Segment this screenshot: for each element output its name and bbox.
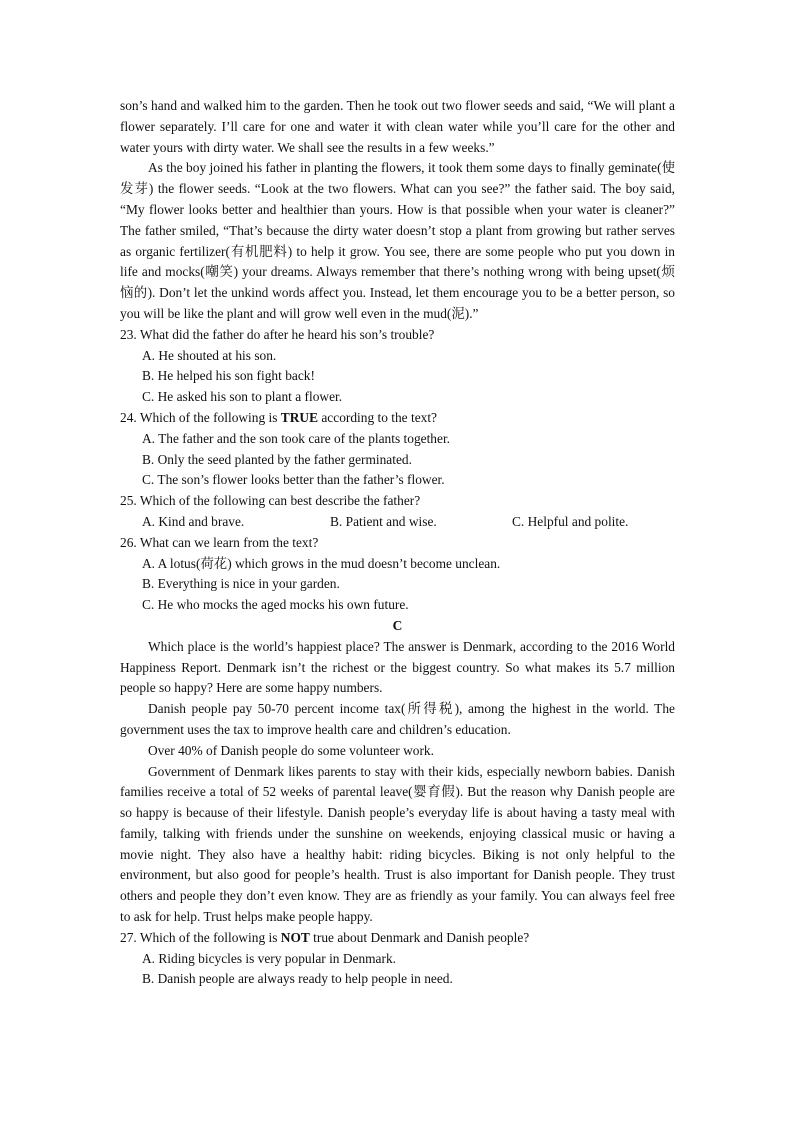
question-26-option-a: A. A lotus(荷花) which grows in the mud doesn’t become unclean.: [142, 555, 501, 571]
question-24-option-b: B. Only the seed planted by the father germinated.: [142, 451, 412, 467]
question-25-option-a: A. Kind and brave.: [142, 513, 245, 529]
question-24-stem: [120, 408, 675, 429]
passage-b-paragraph: son’s hand and walked him to the garden. Then he took out two flower seeds and said, “We will plant a flower separately. I’ll care for one and water it with clean water while you’ll care for the other and water yours with dirty water. We shall see the results in a few weeks.”: [120, 98, 675, 155]
question-27-stem: [120, 928, 675, 949]
passage-b-paragraph: As the boy joined his father in planting the flowers, it took them some days to finally geminate(使发芽) the flower seeds. “Look at the two flowers. What can you see?” the father said. The boy said, “My flower looks better and healthier than yours. How is that possible when your water is cleaner?” The father smiled, “That’s because the dirty water doesn’t stop a plant from growing but rather serves as organic fertilizer(有机肥料) to help it grow. You see, there are some people who put you down in life and mocks(嘲笑) your dreams. Always remember that there’s nothing wrong with being upset(烦恼的). Don’t let the unkind words affect you. Instead, let them encourage you to be a better person, so you will be like the plant and will grow well even in the mud(泥).”: [120, 160, 675, 321]
section-c-paragraph: Danish people pay 50-70 percent income tax(所得税), among the highest in the world. The government uses the tax to improve health care and children’s education.: [120, 701, 675, 737]
question-26-stem: 26. What can we learn from the text?: [120, 534, 319, 550]
document-page: [120, 96, 675, 990]
question-26-option-c: C. He who mocks the aged mocks his own future.: [142, 597, 409, 613]
section-c-paragraph: Which place is the world’s happiest place? The answer is Denmark, according to the 2016 World Happiness Report. Denmark isn’t the richest or the biggest country. So what makes its 5.7 million people so happy? Here are some happy numbers.: [120, 638, 675, 696]
question-24-option-c: C. The son’s flower looks better than the father’s flower.: [142, 472, 445, 488]
question-26-option-b: B. Everything is nice in your garden.: [142, 576, 340, 592]
question-24-option-a: A. The father and the son took care of the plants together.: [142, 430, 451, 446]
question-23-option-c: C. He asked his son to plant a flower.: [142, 389, 343, 405]
question-24-stem-text: 24. Which of the following is: [120, 409, 281, 425]
question-23-option-b: B. He helped his son fight back!: [142, 368, 315, 384]
question-23-option-a: A. He shouted at his son.: [142, 347, 277, 363]
question-25-option-b: B. Patient and wise.: [330, 513, 437, 529]
question-24-emphasis: TRUE: [280, 409, 319, 425]
question-27-emphasis: NOT: [280, 929, 310, 945]
question-25-options: [142, 512, 675, 533]
question-24-stem-text: according to the text?: [318, 409, 437, 425]
question-25-stem: 25. Which of the following can best describe the father?: [120, 493, 421, 509]
question-23-stem: 23. What did the father do after he heard his son’s trouble?: [120, 326, 435, 342]
question-27-stem-text: true about Denmark and Danish people?: [309, 929, 530, 945]
question-27-stem-text: 27. Which of the following is: [120, 929, 281, 945]
section-c-paragraph: Over 40% of Danish people do some volunteer work.: [148, 742, 434, 758]
section-c-paragraph: Government of Denmark likes parents to stay with their kids, especially newborn babies. Danish families receive a total of 52 weeks of parental leave(婴育假). But the reason why Danish people are so happy is because of their lifestyle. Danish people’s everyday life is about having a tasty meal with family, talking with friends under the sunshine on weekends, enjoying classical music or having a movie night. They also have a healthy habit: riding bicycles. Biking is not only helpful to the environment, but also good for people’s health. Trust is also important for Danish people. They trust others and people they don’t even know. They are as friendly as your family. You can always feel free to ask for help. Trust helps make people happy.: [120, 763, 675, 925]
question-25-option-c: C. Helpful and polite.: [512, 513, 629, 529]
question-27-option-a: A. Riding bicycles is very popular in Denmark.: [142, 950, 396, 966]
question-27-option-b: B. Danish people are always ready to help people in need.: [142, 971, 453, 987]
section-c-heading: C: [392, 617, 403, 633]
